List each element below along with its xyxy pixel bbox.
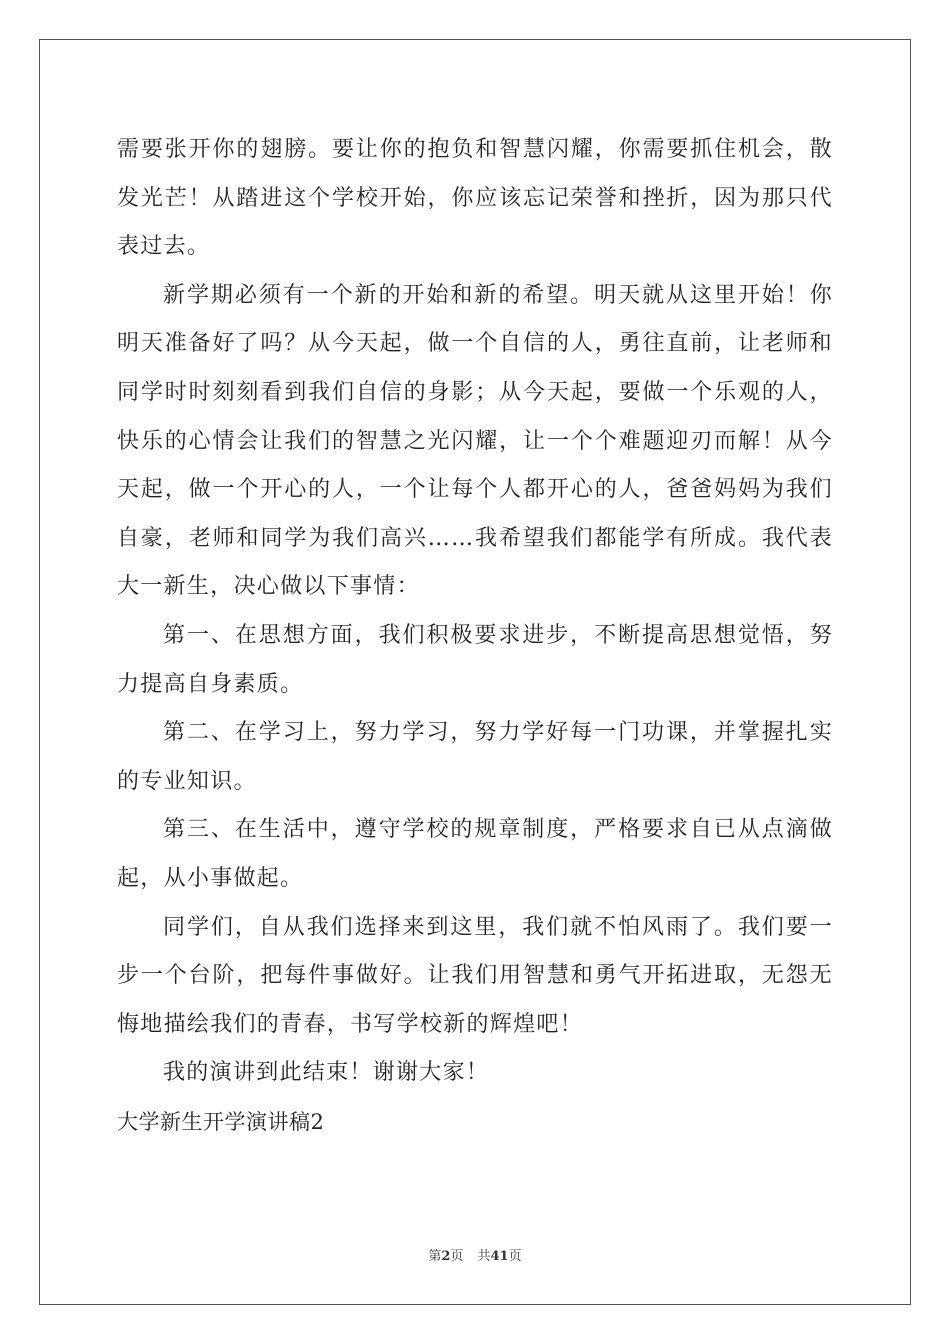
page-footer [0, 1245, 950, 1264]
page-prefix: 第 [428, 1249, 442, 1264]
paragraph-3: 第一、在思想方面，我们积极要求进步，不断提高思想觉悟，努力提高自身素质。 [117, 622, 833, 697]
total-pages: 41 [490, 1249, 509, 1264]
total-suffix: 页 [508, 1249, 522, 1264]
page-number: 2 [441, 1249, 451, 1264]
paragraph-6: 同学们，自从我们选择来到这里，我们就不怕风雨了。我们要一步一个台阶，把每件事做好。让我们用智慧和勇气开拓进取，无怨无悔地描绘我们的青春，书写学校新的辉煌吧！ [117, 914, 833, 1037]
paragraph-5: 第三、在生活中，遵守学校的规章制度，严格要求自已从点滴做起，从小事做起。 [117, 817, 833, 891]
document-body [117, 126, 833, 1146]
paragraph-4: 第二、在学习上，努力学习，努力学好每一门功课，并掌握扎实的专业知识。 [117, 720, 833, 794]
paragraph-2: 新学期必须有一个新的开始和新的希望。明天就从这里开始！你明天准备好了吗？从今天起，做一个自信的人，勇往直前，让老师和同学时时刻刻看到我们自信的身影；从今天起，要做一个乐观的人，快乐的心情会让我们的智慧之光闪耀，让一个个难题迎刃而解！从今天起，做一个开心的人，一个让每个人都开心的人，爸爸妈妈为我们自豪，老师和同学为我们高兴……我希望我们都能学有所成。我代表大一新生，决心做以下事情： [117, 282, 833, 600]
section-heading: 大学新生开学演讲稿2 [117, 1109, 325, 1134]
paragraph-7: 我的演讲到此结束！谢谢大家！ [163, 1060, 490, 1086]
paragraph-1: 需要张开你的翅膀。要让你的抱负和智慧闪耀，你需要抓住机会，散发光芒！从踏进这个学校开始，你应该忘记荣誉和挫折，因为那只代表过去。 [117, 137, 833, 260]
total-prefix: 共 [477, 1249, 491, 1264]
page-suffix: 页 [450, 1249, 464, 1264]
